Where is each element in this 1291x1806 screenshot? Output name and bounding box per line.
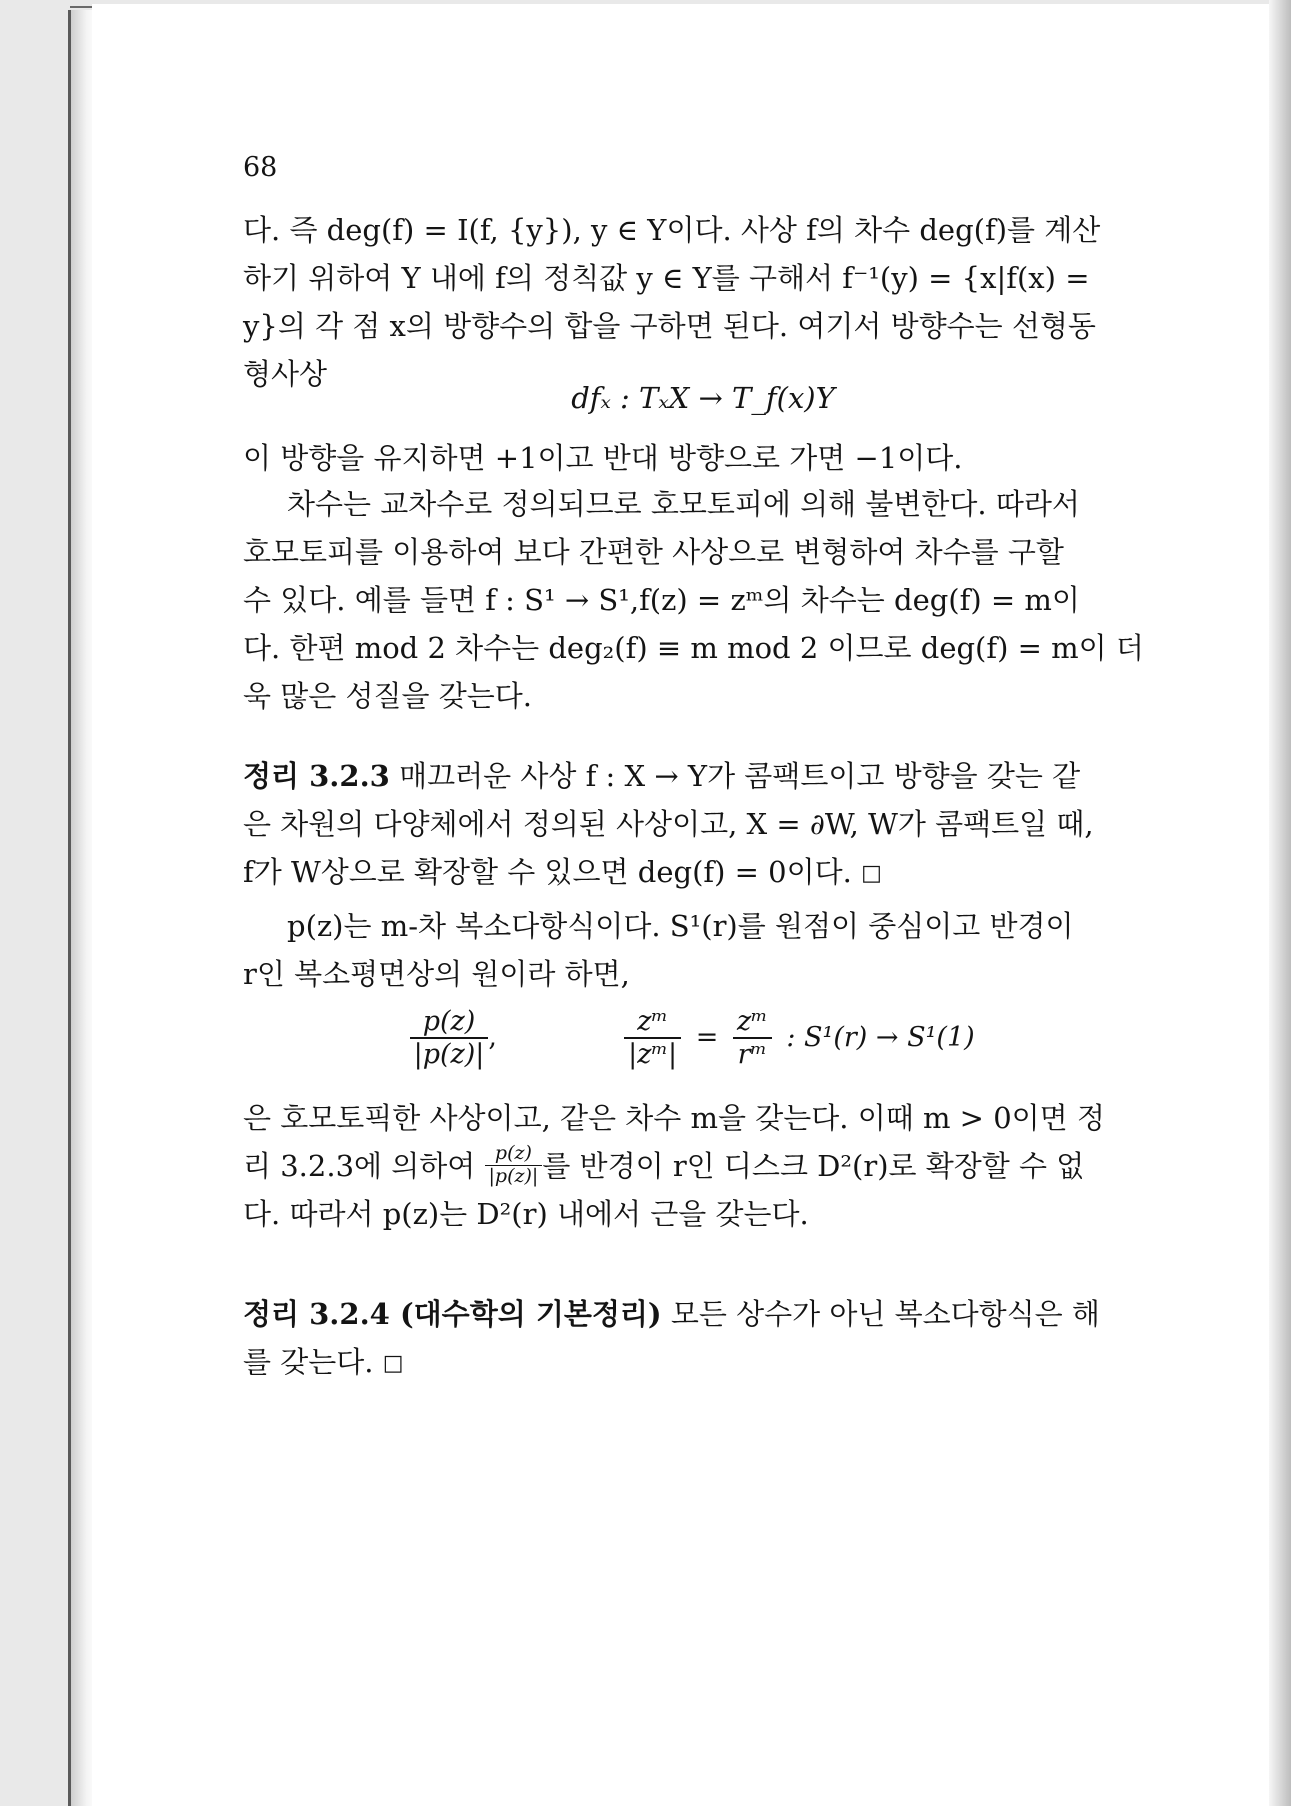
theorem-3-2-4 bbox=[243, 1290, 1163, 1388]
fraction: $\frac{p(z)}{|p(z)|}$ bbox=[410, 1006, 489, 1070]
theorem-label: 정리 3.2.3 bbox=[243, 759, 390, 793]
paragraph-homotopy-invariance bbox=[243, 480, 1163, 720]
text-line: 형사상 bbox=[243, 357, 328, 391]
text-line: 차수는 교차수로 정의되므로 호모토피에 의해 불변한다. 따라서 bbox=[287, 487, 1080, 521]
text-line: 수 있다. 예를 들면 f : S¹ → S¹,f(z) = zᵐ의 차수는 deg(f) = m이 bbox=[243, 583, 1080, 617]
binding-shadow bbox=[1269, 0, 1291, 1806]
text-line: y}의 각 점 x의 방향수의 합을 구하면 된다. 여기서 방향수는 선형동 bbox=[243, 309, 1096, 343]
text-line: 호모토피를 이용하여 보다 간편한 사상으로 변형하여 차수를 구할 bbox=[243, 535, 1064, 569]
paragraph-complex-polynomial bbox=[243, 902, 1163, 998]
theorem-3-2-3 bbox=[243, 752, 1163, 898]
text-line: 다. 즉 deg(f) = I(f, {y}), y ∈ Y이다. 사상 f의 차수 deg(f)를 계산 bbox=[243, 213, 1101, 247]
text-line: 하기 위하여 Y 내에 f의 정칙값 y ∈ Y를 구해서 f⁻¹(y) = {x|f(x) = bbox=[243, 261, 1090, 295]
text-line: 다. 한편 mod 2 차수는 deg₂(f) ≡ m mod 2 이므로 deg(f) = m이 더 bbox=[243, 631, 1144, 665]
paragraph-root-argument bbox=[243, 1094, 1163, 1238]
text-line: r인 복소평면상의 원이라 하면, bbox=[243, 957, 630, 991]
text-line: 를 갖는다. bbox=[243, 1345, 374, 1379]
inline-fraction: $\frac{p(z)}{|p(z)|}$ bbox=[485, 1143, 543, 1188]
text-line: 리 3.2.3에 의하여 bbox=[243, 1149, 476, 1183]
fraction: $\frac{\text{zᵐ}}{\text{rᵐ}}$ bbox=[733, 1006, 772, 1070]
equation-homotopic-maps: $\frac{p(z)}{|p(z)|}$ , $\frac{\text{zᵐ}}{\text{|zᵐ|}}$ = $\frac{\text{zᵐ}}{\text{rᵐ}}$ : S¹(r) → S¹(1) bbox=[243, 1006, 1163, 1070]
text-line: 모든 상수가 아닌 복소다항식은 해 bbox=[670, 1297, 1100, 1331]
paragraph-orientation: 이 방향을 유지하면 +1이고 반대 방향으로 가면 −1이다. bbox=[243, 441, 963, 475]
fraction: $\frac{\text{zᵐ}}{\text{|zᵐ|}}$ bbox=[624, 1006, 681, 1070]
theorem-label: 정리 3.2.4 (대수학의 기본정리) bbox=[243, 1297, 662, 1331]
text-line: 다. 따라서 p(z)는 D²(r) 내에서 근을 갖는다. bbox=[243, 1197, 809, 1231]
text-line: p(z)는 m-차 복소다항식이다. S¹(r)를 원점이 중심이고 반경이 bbox=[287, 909, 1074, 943]
page-number: 68 bbox=[243, 152, 278, 183]
qed-icon: □ bbox=[861, 861, 882, 886]
text-line: 를 반경이 r인 디스크 D²(r)로 확장할 수 없 bbox=[542, 1149, 1085, 1183]
text-line: 매끄러운 사상 f : X → Y가 콤팩트이고 방향을 갖는 같 bbox=[399, 759, 1081, 793]
text-line: 욱 많은 성질을 갖는다. bbox=[243, 679, 532, 713]
text-line: 은 차원의 다양체에서 정의된 사상이고, X = ∂W, W가 콤팩트일 때, bbox=[243, 807, 1094, 841]
text-line: f가 W상으로 확장할 수 있으면 deg(f) = 0이다. bbox=[243, 855, 852, 889]
text-line: 은 호모토픽한 사상이고, 같은 차수 m을 갖는다. 이때 m > 0이면 정 bbox=[243, 1101, 1105, 1135]
paragraph-degree-definition bbox=[243, 206, 1163, 398]
qed-icon: □ bbox=[382, 1351, 404, 1376]
equation-differential: dfₓ : TₓX → T_f(x)Y bbox=[571, 381, 835, 415]
